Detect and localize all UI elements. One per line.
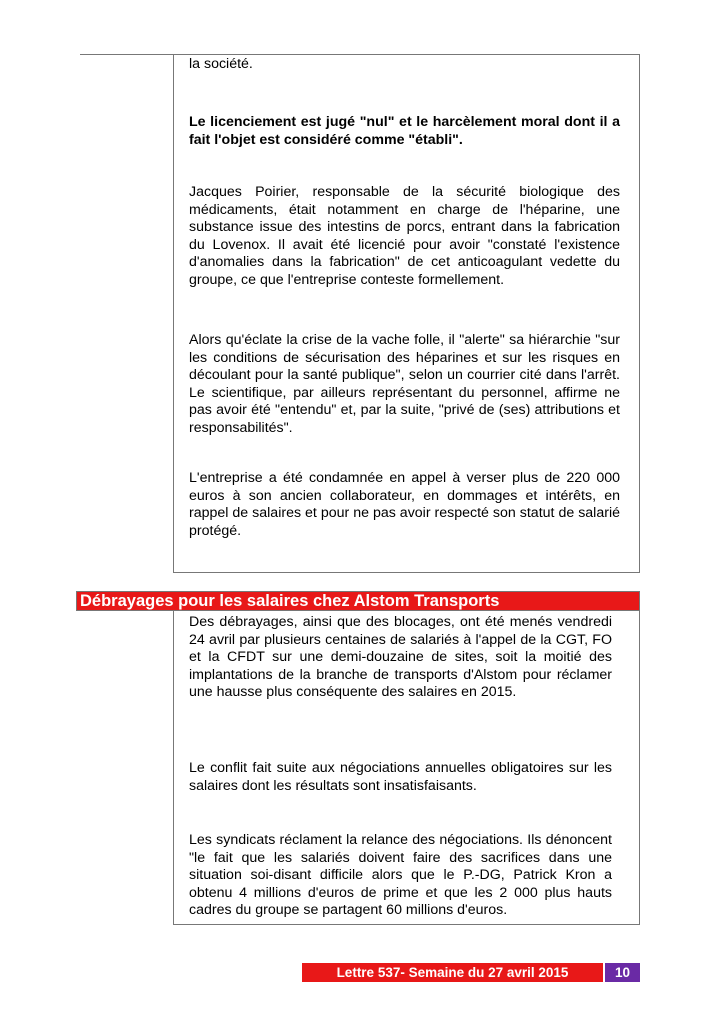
footer-page-number: 10 (605, 963, 640, 982)
article1-verdict: Le licenciement est jugé "nul" et le harcèlement moral dont il a fait l'objet est considéré comme "établi". (189, 114, 620, 148)
header-rule (80, 54, 173, 55)
article1-paragraph-poirier: Jacques Poirier, responsable de la sécurité biologique des médicaments, était notamment en charge de l'héparine, une substance issue des intestins de porcs, entrant dans la fabrication du Lovenox. Il avait été licencié pour avoir "constaté l'existence d'anomalies dans la fabrication" de cet anticoagulant vedette du groupe, ce que l'entreprise conteste formellement. (189, 184, 620, 288)
article1-paragraph-alerte: Alors qu'éclate la crise de la vache folle, il "alerte" sa hiérarchie "sur les conditions de sécurisation des héparines et sur les risques en découlant pour la santé publique", selon un courrier cité dans l'arrêt. Le scientifique, par ailleurs représentant du personnel, affirme ne pas avoir été "entendu" et, par la suite, "privé de (ses) attributions et responsabilités". (189, 332, 620, 436)
article1-paragraph-condamnation: L'entreprise a été condamnée en appel à verser plus de 220 000 euros à son ancien collaborateur, en dommages et intérêts, en rappel de salaires et pour ne pas avoir respecté son statut de salarié protégé. (189, 470, 620, 539)
article2-banner (76, 591, 640, 611)
article2-title: Débrayages pour les salaires chez Alstom Transports (80, 592, 500, 610)
article2-paragraph-conflit: Le conflit fait suite aux négociations annuelles obligatoires sur les salaires dont les résultats sont insatisfaisants. (189, 760, 612, 794)
article2-paragraph-syndicats: Les syndicats réclament la relance des négociations. Ils dénoncent "le fait que les salariés doivent faire des sacrifices dans une situation soi-disant difficile alors que le P.-DG, Patrick Kron a obtenu 4 millions d'euros de prime et que les 2 000 plus hauts cadres du groupe se partagent 60 millions d'euros. (189, 832, 612, 919)
footer-issue-label: Lettre 537- Semaine du 27 avril 2015 (302, 963, 603, 982)
article2-paragraph-debrayages: Des débrayages, ainsi que des blocages, ont été menés vendredi 24 avril par plusieurs centaines de salariés à l'appel de la CGT, FO et la CFDT sur une demi-douzaine de sites, soit la moitié des implantations de la branche de transports d'Alstom pour réclamer une hausse plus conséquente des salaires en 2015. (189, 614, 612, 701)
article1-continuation: la société. (189, 56, 253, 72)
